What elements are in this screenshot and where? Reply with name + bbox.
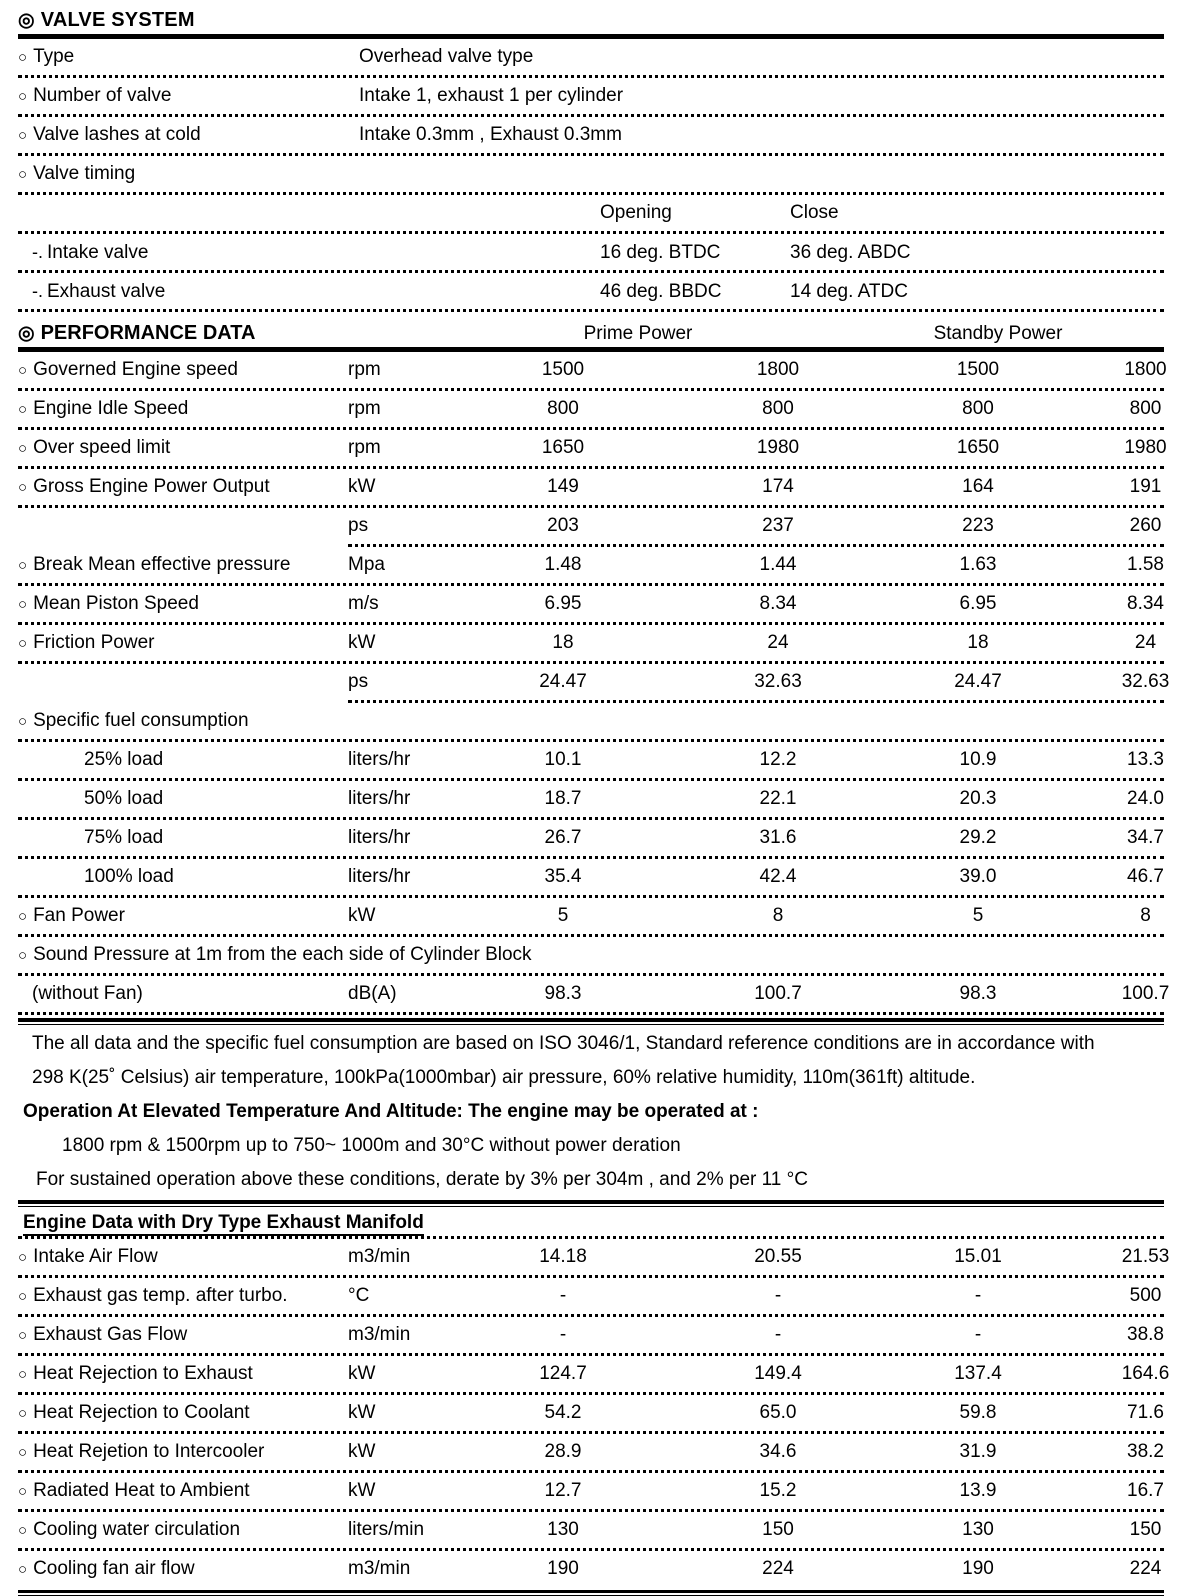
- row-label-cell: [18, 1512, 348, 1549]
- row-value-standby-1800: 800: [1129, 398, 1162, 419]
- notes-bottom-rule: [18, 1200, 1164, 1207]
- row-value-prime-1800: 224: [762, 1558, 794, 1579]
- row-label: Friction Power: [33, 632, 155, 653]
- row-value-standby-1500: 13.9: [959, 1480, 997, 1501]
- row-value-prime-1500: 1650: [541, 437, 585, 458]
- row-value-prime-1800: 8: [772, 905, 784, 926]
- row-label-cell: [18, 625, 348, 662]
- table-row: [18, 469, 1164, 505]
- row-value-prime-1800: 42.4: [759, 866, 797, 887]
- circle-bullet-icon: ○: [18, 596, 28, 613]
- row-value-standby-1800: 500: [1129, 1285, 1162, 1306]
- row-label-cell: [18, 820, 348, 856]
- row-label-cell: [18, 976, 348, 1012]
- row-value-standby-1500: 1650: [956, 437, 1000, 458]
- note-elevated-operation-heading: Operation At Elevated Temperature And Altitude: The engine may be operated at :: [23, 1101, 759, 1122]
- table-row: [18, 703, 1164, 739]
- row-label: Exhaust valve: [47, 281, 166, 302]
- row-label: 25% load: [84, 749, 164, 770]
- row-value-prime-1500: 10.1: [544, 749, 582, 770]
- row-value-standby-1800: 1800: [1124, 359, 1167, 380]
- row-label: Fan Power: [33, 905, 125, 926]
- row-value-prime-1800: 65.0: [759, 1402, 797, 1423]
- row-unit: rpm: [348, 359, 381, 380]
- row-value-standby-1800: 164.6: [1121, 1363, 1170, 1384]
- row-value: Overhead valve type: [359, 46, 534, 67]
- row-value-prime-1800: 149.4: [754, 1363, 802, 1384]
- row-value-standby-1800: 191: [1129, 476, 1162, 497]
- row-value-standby-1500: 20.3: [959, 788, 997, 809]
- circle-bullet-icon: ○: [18, 440, 28, 457]
- row-value-opening: 46 deg. BBDC: [600, 281, 722, 302]
- dash-bullet-icon: -.: [32, 242, 43, 262]
- row-unit: kW: [348, 1402, 376, 1423]
- row-value-standby-1500: 130: [962, 1519, 994, 1540]
- circle-bullet-icon: ○: [18, 479, 28, 496]
- circle-bullet-icon: ○: [18, 713, 28, 730]
- row-label: 50% load: [84, 788, 164, 809]
- row-value-standby-1500: 164: [962, 476, 994, 497]
- row-value-prime-1800: -: [774, 1285, 782, 1306]
- row-value-standby-1500: 223: [962, 515, 994, 536]
- row-value-prime-1800: 20.55: [754, 1246, 802, 1267]
- row-value-standby-1800: 8.34: [1127, 593, 1164, 614]
- circle-bullet-icon: ○: [18, 127, 28, 144]
- row-label-cell: [18, 742, 348, 778]
- circle-bullet-icon: ○: [18, 908, 28, 925]
- table-row: [18, 1317, 1164, 1353]
- row-value-prime-1800: 800: [762, 398, 794, 419]
- row-value-standby-1500: 98.3: [959, 983, 997, 1004]
- row-value-standby-1800: 32.63: [1121, 671, 1170, 692]
- row-value-close: 14 deg. ATDC: [790, 281, 908, 302]
- row-label: Sound Pressure at 1m from the each side of Cylinder Block: [33, 944, 532, 965]
- table-row: [18, 820, 1164, 856]
- column-header-prime-power: Prime Power: [583, 323, 693, 344]
- row-value-standby-1500: 800: [962, 398, 994, 419]
- row-value-standby-1500: 59.8: [959, 1402, 997, 1423]
- row-value-prime-1500: 203: [547, 515, 579, 536]
- table-row: [18, 117, 1164, 153]
- row-label: Engine Idle Speed: [33, 398, 189, 419]
- row-unit: liters/hr: [348, 866, 411, 887]
- row-label-cell: [18, 1551, 348, 1588]
- valve-system-table: [18, 39, 1164, 312]
- row-unit: liters/min: [348, 1519, 425, 1540]
- row-unit: liters/hr: [348, 788, 411, 809]
- row-unit: rpm: [348, 398, 381, 419]
- table-row: [18, 1512, 1164, 1548]
- row-label: Type: [33, 46, 75, 67]
- row-label: Heat Rejection to Exhaust: [33, 1363, 253, 1384]
- row-value-prime-1800: 34.6: [759, 1441, 797, 1462]
- row-value-prime-1500: 24.47: [539, 671, 587, 692]
- row-label: 75% load: [84, 827, 164, 848]
- row-label: Valve timing: [33, 163, 136, 184]
- row-value-standby-1800: 46.7: [1127, 866, 1164, 887]
- row-value-standby-1800: 260: [1129, 515, 1162, 536]
- row-value-standby-1800: 38.8: [1127, 1324, 1164, 1345]
- dry-manifold-table: [18, 1236, 1170, 1587]
- row-label-cell: [18, 1278, 348, 1315]
- row-label: Heat Rejetion to Intercooler: [33, 1441, 265, 1462]
- row-label-cell: [18, 859, 348, 895]
- row-value-standby-1500: 29.2: [959, 827, 997, 848]
- circle-bullet-icon: ○: [18, 88, 28, 105]
- row-label: Break Mean effective pressure: [33, 554, 291, 575]
- row-value-prime-1800: 100.7: [754, 983, 802, 1004]
- dry-manifold-heading: [18, 1209, 1164, 1236]
- circle-bullet-icon: ○: [18, 166, 28, 183]
- table-row: [18, 859, 1164, 895]
- row-value-prime-1500: 28.9: [544, 1441, 582, 1462]
- row-value-standby-1500: 31.9: [959, 1441, 997, 1462]
- table-row: [18, 352, 1167, 388]
- row-label-cell: [18, 156, 348, 193]
- row-value-standby-1500: 6.95: [959, 593, 997, 614]
- row-value-standby-1800: 38.2: [1127, 1441, 1164, 1462]
- table-row: [18, 937, 1164, 973]
- circle-bullet-icon: ○: [18, 1561, 28, 1578]
- row-label: Gross Engine Power Output: [33, 476, 270, 497]
- row-unit: dB(A): [348, 983, 397, 1004]
- row-unit: m3/min: [348, 1324, 411, 1345]
- table-row: [18, 547, 1164, 583]
- performance-heading-row: [18, 312, 1164, 345]
- table-row: [18, 1473, 1164, 1509]
- row-value-prime-1800: 31.6: [759, 827, 797, 848]
- row-label-cell: [18, 1356, 348, 1393]
- row-value-standby-1500: -: [974, 1285, 982, 1306]
- row-value-standby-1500: -: [974, 1324, 982, 1345]
- row-label-cell: [18, 898, 348, 935]
- row-value-prime-1500: 149: [547, 476, 579, 497]
- table-row: [18, 976, 1170, 1012]
- valve-system-title: VALVE SYSTEM: [40, 9, 195, 31]
- row-unit: m3/min: [348, 1558, 411, 1579]
- row-value-standby-1800: 24: [1134, 632, 1157, 653]
- row-value-prime-1500: 800: [547, 398, 579, 419]
- row-value-standby-1500: 5: [972, 905, 984, 926]
- row-label: Cooling fan air flow: [33, 1558, 195, 1579]
- row-label: Intake Air Flow: [33, 1246, 158, 1267]
- row-label-cell: [18, 39, 348, 76]
- row-value-prime-1500: 130: [547, 1519, 579, 1540]
- row-value-prime-1800: -: [774, 1324, 782, 1345]
- note-deration-line1: 1800 rpm & 1500rpm up to 750~ 1000m and 30°C without power deration: [62, 1135, 681, 1156]
- row-value-standby-1500: 190: [962, 1558, 994, 1579]
- performance-data-table: [18, 352, 1170, 1015]
- row-value-prime-1800: 15.2: [759, 1480, 797, 1501]
- row-label-cell: [18, 781, 348, 817]
- row-unit: rpm: [348, 437, 381, 458]
- row-value-prime-1500: 12.7: [544, 1480, 582, 1501]
- column-header-standby-power: Standby Power: [933, 323, 1063, 344]
- row-value-prime-1500: 14.18: [539, 1246, 587, 1267]
- table-row: [18, 156, 1164, 192]
- note-deration-line2: For sustained operation above these conditions, derate by 3% per 304m , and 2% per 11 °C: [36, 1169, 808, 1190]
- row-value-standby-1500: 137.4: [954, 1363, 1002, 1384]
- table-row: [18, 1395, 1164, 1431]
- row-label: Valve lashes at cold: [33, 124, 201, 145]
- row-value-standby-1800: 1980: [1124, 437, 1167, 458]
- table-row: [18, 195, 1164, 231]
- table-row: [18, 664, 1170, 700]
- table-row: [18, 742, 1164, 778]
- row-label-cell: [18, 547, 348, 584]
- row-divider: [18, 1012, 1164, 1015]
- row-value-prime-1500: 1500: [541, 359, 585, 380]
- row-label-cell: [18, 703, 348, 740]
- row-label-cell: [18, 78, 348, 115]
- row-unit: kW: [348, 1441, 376, 1462]
- circle-bullet-icon: ○: [18, 1483, 28, 1500]
- row-value-prime-1800: 174: [762, 476, 794, 497]
- table-row: [18, 1356, 1170, 1392]
- circle-bullet-icon: ○: [18, 1366, 28, 1383]
- circle-bullet-icon: ○: [18, 1249, 28, 1266]
- row-label-cell: [18, 469, 348, 506]
- row-value-standby-1800: 13.3: [1127, 749, 1164, 770]
- row-label: (without Fan): [32, 983, 143, 1004]
- table-row: [18, 898, 1164, 934]
- circle-bullet-icon: ○: [18, 947, 28, 964]
- circle-bullet-icon: ○: [18, 1444, 28, 1461]
- circle-bullet-icon: ○: [18, 1327, 28, 1344]
- circle-bullet-icon: ○: [18, 1405, 28, 1422]
- circle-bullet-icon: ○: [18, 635, 28, 652]
- dry-manifold-title: Engine Data with Dry Type Exhaust Manifold: [23, 1212, 424, 1236]
- table-row: [18, 273, 1164, 309]
- row-value: Intake 1, exhaust 1 per cylinder: [359, 85, 624, 106]
- row-value-prime-1800: 1980: [756, 437, 800, 458]
- row-value-prime-1800: 237: [762, 515, 794, 536]
- row-value: Intake 0.3mm , Exhaust 0.3mm: [359, 124, 622, 145]
- row-value-standby-1800: 34.7: [1127, 827, 1164, 848]
- row-unit: ps: [348, 515, 369, 536]
- row-value-standby-1800: 150: [1129, 1519, 1162, 1540]
- circle-bullet-icon: ○: [18, 49, 28, 66]
- row-label: Mean Piston Speed: [33, 593, 199, 614]
- row-value-prime-1500: 26.7: [544, 827, 582, 848]
- row-value-prime-1800: 24: [767, 632, 789, 653]
- table-row: [18, 78, 1164, 114]
- row-value-prime-1500: 5: [557, 905, 569, 926]
- row-value-standby-1800: 8: [1140, 905, 1151, 926]
- table-row: [18, 781, 1164, 817]
- row-value-prime-1800: 1.44: [759, 554, 797, 575]
- circle-bullet-icon: ○: [18, 557, 28, 574]
- table-row: [18, 1434, 1164, 1470]
- row-label-cell: [18, 586, 348, 623]
- row-label-cell: [18, 430, 348, 467]
- row-value-prime-1500: 35.4: [544, 866, 582, 887]
- valve-system-heading: [18, 0, 1164, 32]
- row-label: Number of valve: [33, 85, 172, 106]
- row-value-prime-1800: 22.1: [759, 788, 797, 809]
- row-unit: liters/hr: [348, 827, 411, 848]
- row-value-prime-1500: -: [559, 1324, 567, 1345]
- row-value-prime-1500: 6.95: [544, 593, 582, 614]
- row-label: 100% load: [84, 866, 174, 887]
- row-unit: kW: [348, 905, 376, 926]
- row-value-prime-1800: 32.63: [754, 671, 802, 692]
- row-label: Radiated Heat to Ambient: [33, 1480, 250, 1501]
- row-value-standby-1800: 24.0: [1127, 788, 1164, 809]
- row-label-cell: [18, 1434, 348, 1471]
- row-value-prime-1800: 8.34: [759, 593, 797, 614]
- row-label-cell: [18, 391, 348, 428]
- row-label: Heat Rejection to Coolant: [33, 1402, 250, 1423]
- row-label-cell: [18, 1239, 348, 1276]
- row-value-standby-1800: 16.7: [1127, 1480, 1164, 1501]
- double-circle-icon: ◎: [18, 10, 35, 31]
- circle-bullet-icon: ○: [18, 1288, 28, 1305]
- row-value-standby-1500: 15.01: [954, 1246, 1002, 1267]
- row-value-prime-1500: 124.7: [539, 1363, 587, 1384]
- row-label: Intake valve: [47, 242, 149, 263]
- row-label-cell: [18, 273, 348, 310]
- row-value-prime-1800: 1800: [756, 359, 800, 380]
- table-row: [18, 430, 1167, 466]
- row-value-prime-1800: 150: [762, 1519, 794, 1540]
- table-row: [18, 625, 1164, 661]
- column-header-close: Close: [790, 202, 839, 223]
- row-value-close: 36 deg. ABDC: [790, 242, 911, 263]
- performance-bottom-rule: [18, 1018, 1164, 1025]
- row-value-standby-1800: 71.6: [1127, 1402, 1164, 1423]
- row-value-standby-1800: 21.53: [1121, 1246, 1170, 1267]
- row-value-prime-1500: 18: [552, 632, 574, 653]
- row-value-standby-1500: 1500: [956, 359, 1000, 380]
- row-value-standby-1500: 18: [967, 632, 989, 653]
- row-value-prime-1500: 98.3: [544, 983, 582, 1004]
- row-unit: kW: [348, 476, 376, 497]
- row-value-standby-1500: 24.47: [954, 671, 1002, 692]
- row-value-standby-1500: 1.63: [959, 554, 997, 575]
- circle-bullet-icon: ○: [18, 362, 28, 379]
- column-header-opening: Opening: [600, 202, 672, 223]
- row-value-prime-1500: 1.48: [544, 554, 582, 575]
- row-value-prime-1500: 18.7: [544, 788, 582, 809]
- row-unit: °C: [348, 1285, 370, 1306]
- document-bottom-rule: [18, 1590, 1164, 1596]
- row-value-prime-1500: 190: [547, 1558, 579, 1579]
- row-label: Cooling water circulation: [33, 1519, 241, 1540]
- row-label-cell: [18, 937, 578, 974]
- row-unit: liters/hr: [348, 749, 411, 770]
- table-row: [18, 586, 1164, 622]
- row-value-standby-1500: 39.0: [959, 866, 997, 887]
- row-label-cell: [18, 352, 348, 389]
- row-unit: Mpa: [348, 554, 385, 575]
- table-row: [18, 1239, 1170, 1275]
- performance-data-title: PERFORMANCE DATA: [40, 322, 256, 344]
- circle-bullet-icon: ○: [18, 1522, 28, 1539]
- performance-data-heading: [18, 322, 448, 345]
- row-label: Exhaust gas temp. after turbo.: [33, 1285, 288, 1306]
- row-value-prime-1500: 54.2: [544, 1402, 582, 1423]
- row-value-standby-1800: 100.7: [1121, 983, 1170, 1004]
- row-label: Governed Engine speed: [33, 359, 238, 380]
- row-label-cell: [18, 234, 348, 271]
- row-label: Over speed limit: [33, 437, 171, 458]
- row-unit: ps: [348, 671, 369, 692]
- row-value-standby-1500: 10.9: [959, 749, 997, 770]
- row-unit: m3/min: [348, 1246, 411, 1267]
- table-row: [18, 1278, 1164, 1314]
- notes-block: [18, 1027, 1166, 1197]
- row-label-cell: [18, 117, 348, 154]
- table-row: [18, 234, 1164, 270]
- row-label-cell: [18, 1317, 348, 1354]
- table-row: [18, 391, 1164, 427]
- table-row: [18, 508, 1164, 544]
- row-value-standby-1800: 224: [1129, 1558, 1162, 1579]
- table-row: [18, 1551, 1164, 1587]
- circle-bullet-icon: ○: [18, 401, 28, 418]
- row-value-opening: 16 deg. BTDC: [600, 242, 721, 263]
- row-unit: kW: [348, 632, 376, 653]
- row-label-cell: [18, 1395, 348, 1432]
- note-iso-line2: 298 K(25˚ Celsius) air temperature, 100kPa(1000mbar) air pressure, 60% relative humidity, 110m(361ft) altitude.: [32, 1067, 976, 1088]
- row-label: Exhaust Gas Flow: [33, 1324, 188, 1345]
- row-label: Specific fuel consumption: [33, 710, 249, 731]
- table-row: [18, 39, 1164, 75]
- row-unit: m/s: [348, 593, 379, 614]
- double-circle-icon: ◎: [18, 323, 35, 344]
- dash-bullet-icon: -.: [32, 281, 43, 301]
- row-value-prime-1800: 12.2: [759, 749, 797, 770]
- note-iso-line1: The all data and the specific fuel consumption are based on ISO 3046/1, Standard reference conditions are in accordance with: [32, 1033, 1095, 1054]
- row-unit: kW: [348, 1363, 376, 1384]
- row-value-standby-1800: 1.58: [1127, 554, 1164, 575]
- row-unit: kW: [348, 1480, 376, 1501]
- row-label-cell: [18, 1473, 348, 1510]
- row-value-prime-1500: -: [559, 1285, 567, 1306]
